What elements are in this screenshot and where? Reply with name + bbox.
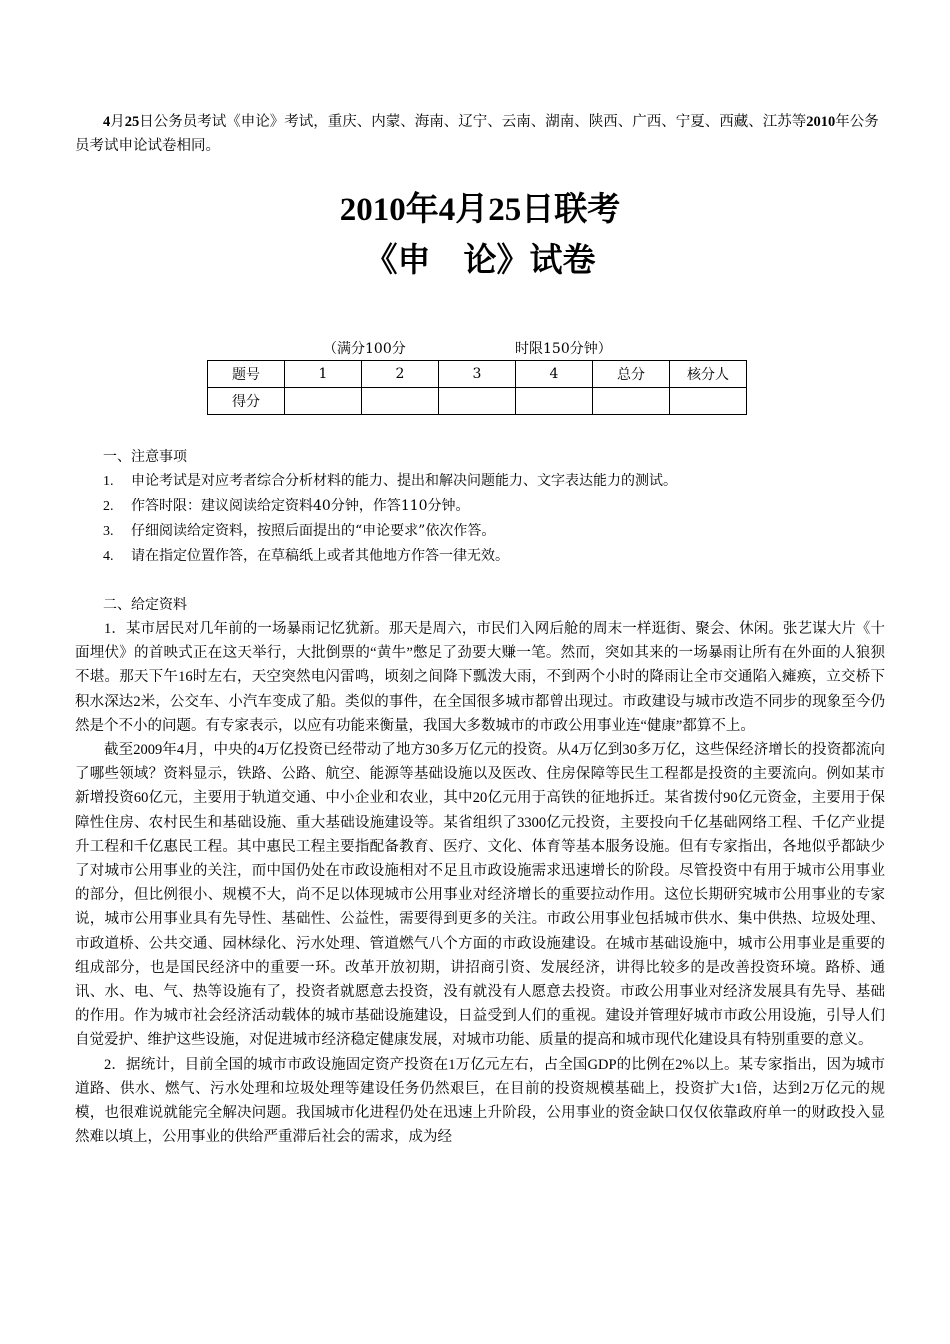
score-header-cell: 总分 <box>593 361 670 388</box>
score-table-score-row <box>208 388 747 415</box>
notice-section <box>75 445 885 569</box>
material-paragraph: 2．据统计，目前全国的城市市政设施固定资产投资在1万亿元左右，占全国GDP的比例在2%以上。某专家指出，因为城市道路、供水、燃气、污水处理和垃圾处理等建设任务仍然艰巨，在目前的投资规模基础上，投资扩大1倍，达到2万亿元的规模，也很难说就能完全解决问题。我国城市化进程仍处在迅速上升阶段，公用事业的资金缺口仅仅依靠政府单一的财政投入显然难以填上，公用事业的供给严重滞后社会的需求，成为经 <box>75 1056 885 1146</box>
notice-item <box>75 469 885 494</box>
score-header-cell: 1 <box>285 361 362 388</box>
document-page <box>75 110 885 1149</box>
score-row-label: 得分 <box>208 388 285 415</box>
notice-item-text: 请在指定位置作答，在草稿纸上或者其他地方作答一律无效。 <box>131 548 509 564</box>
notice-item <box>75 544 885 569</box>
score-cell[interactable] <box>439 388 516 415</box>
score-cell[interactable] <box>516 388 593 415</box>
intro-bold-month: 4 <box>103 114 111 130</box>
score-cell[interactable] <box>285 388 362 415</box>
notice-heading: 一、注意事项 <box>103 449 187 465</box>
exam-subtitle: 《申 论》试卷 <box>364 240 596 279</box>
score-header-cell: 题号 <box>208 361 285 388</box>
intro-bold-year: 2010 <box>806 114 836 130</box>
score-header-cell: 4 <box>516 361 593 388</box>
exam-title: 2010年4月25日联考 <box>339 192 621 228</box>
intro-text-3: 年公务员考试申论试卷相同。 <box>75 114 879 154</box>
intro-bold-day: 25 <box>124 114 140 130</box>
notice-item-text: 仔细阅读给定资料，按照后面提出的“申论要求”依次作答。 <box>131 523 496 539</box>
intro-text-1: 月 <box>110 114 125 130</box>
time-limit-label: 时限150分钟） <box>515 341 612 357</box>
materials-heading: 二、给定资料 <box>103 597 187 613</box>
notice-item-number: 4. <box>103 549 114 564</box>
notice-item-number: 1. <box>103 474 114 489</box>
score-header-cell: 核分人 <box>670 361 747 388</box>
intro-paragraph <box>75 110 885 158</box>
notice-item <box>75 494 885 519</box>
material-paragraph: 截至2009年4月，中央的4万亿投资已经带动了地方30多万亿元的投资。从4万亿到30多万亿，这些保经济增长的投资都流向了哪些领域？资料显示，铁路、公路、航空、能源等基础设施以及医改、住房保障等民生工程都是投资的主要流向。例如某市新增投资60亿元，主要用于轨道交通、中小企业和农业，其中20亿元用于高铁的征地拆迁。某省拨付90亿元资金，主要用于保障性住房、农村民生和基础设施、重大基础设施建设等。某省组织了3300亿元投资，主要投向千亿基础网络工程、千亿产业提升工程和千亿惠民工程。其中惠民工程主要指配备教育、医疗、文化、体育等基本服务设施。但有专家指出，各地似乎都缺少了对城市公用事业的关注，而中国仍处在市政设施相对不足且市政设施需求迅速增长的阶段。尽管投资中有用于城市公用事业的部分，但比例很小、规模不大，尚不足以体现城市公用事业对经济增长的重要拉动作用。这位长期研究城市公用事业的专家说，城市公用事业具有先导性、基础性、公益性，需要得到更多的关注。市政公用事业包括城市供水、集中供热、垃圾处理、市政道桥、公共交通、园林绿化、污水处理、管道燃气八个方面的市政设施建设。在城市基础设施中，城市公用事业是重要的组成部分，也是国民经济中的重要一环。改革开放初期，讲招商引资、发展经济，讲得比较多的是改善投资环境。路桥、通讯、水、电、气、热等设施有了，投资者就愿意去投资，没有就没有人愿意去投资。市政公用事业对经济发展具有先导、基础的作用。作为城市社会经济活动载体的城市基础设施建设，日益受到人们的重视。建设并管理好城市市政公用设施，引导人们自觉爱护、维护这些设施，对促进城市经济稳定健康发展，对城市功能、质量的提高和城市现代化建设具有特别重要的意义。 <box>75 742 885 1049</box>
material-paragraph: 1．某市居民对几年前的一场暴雨记忆犹新。那天是周六，市民们入网后舱的周末一样逛街、聚会、休闲。张艺谋大片《十面埋伏》的首映式正在这天举行，大批倒票的“黄牛”憋足了劲要大赚一笔。然而，突如其来的一场暴雨让所有在外面的人狼狈不堪。那天下午16时左右，天空突然电闪雷鸣，顷刻之间降下瓢泼大雨，不到两个小时的降雨让全市交通陷入瘫痪，立交桥下积水深达2米，公交车、小汽车变成了船。类似的事件，在全国很多城市都曾出现过。市政建设与城市改造不同步的现象至今仍然是个不小的问题。有专家表示，以应有功能来衡量，我国大多数城市的市政公用事业连“健康”都算不上。 <box>75 621 885 734</box>
score-meta <box>75 338 885 360</box>
notice-item <box>75 519 885 544</box>
score-header-cell: 3 <box>439 361 516 388</box>
score-cell[interactable] <box>593 388 670 415</box>
score-cell[interactable] <box>670 388 747 415</box>
notice-item-number: 2. <box>103 499 114 514</box>
notice-item-number: 3. <box>103 524 114 539</box>
score-table <box>207 360 747 415</box>
full-marks-label: （满分100分 <box>323 341 406 357</box>
notice-item-text: 申论考试是对应考者综合分析材料的能力、提出和解决问题能力、文字表达能力的测试。 <box>131 473 677 489</box>
materials-section <box>75 593 885 1149</box>
score-cell[interactable] <box>362 388 439 415</box>
score-table-header-row <box>208 361 747 388</box>
notice-item-text: 作答时限：建议阅读给定资料40分钟，作答110分钟。 <box>131 498 470 514</box>
score-header-cell: 2 <box>362 361 439 388</box>
intro-text-2: 日公务员考试《申论》考试，重庆、内蒙、海南、辽宁、云南、湖南、陕西、广西、宁夏、西藏、江苏等 <box>139 114 807 130</box>
